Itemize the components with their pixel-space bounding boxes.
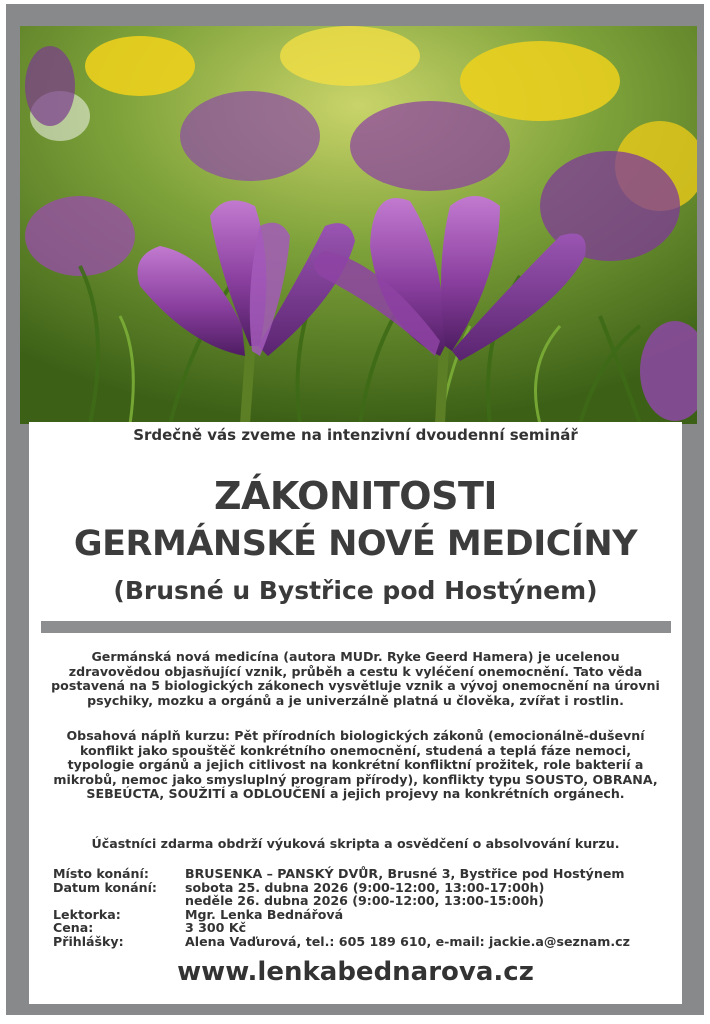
event-details xyxy=(53,867,673,949)
place-label: Místo konání: xyxy=(53,866,149,881)
course-content-paragraph: Obsahová náplň kurzu: Pět přírodních biologických zákonů (emocionálně-duševní konflikt jako spouštěč konkrétního onemocnění, studená a teplá fáze nemoci, typologie orgánů a jejich citlivost na konkrétní konfliktní prožitek, role bakterií a mikrobů, nemoc jako smysluplný program přírody), konflikty typu SOUSTO, OBRANA, SEBEÚCTA, SOUŽITÍ a ODLOUČENÍ a jejich projevy na konkrétních orgánech. xyxy=(53,728,658,802)
title-line-1: ZÁKONITOSTI xyxy=(213,474,498,518)
date-value-1: sobota 25. dubna 2026 (9:00-12:00, 13:00-17:00h) xyxy=(185,879,545,895)
title-line-2: GERMÁNSKÉ NOVÉ MEDICÍNY xyxy=(73,524,638,564)
place-row xyxy=(53,867,673,881)
price-label: Cena: xyxy=(53,920,94,936)
date-row-1 xyxy=(53,881,673,895)
intro-paragraph: Germánská nová medicína (autora MUDr. Ryke Geerd Hamera) je ucelenou zdravovědou objasňující vznik, průběh a cestu k vyléčení onemocnění. Tato věda postavená na 5 biologických zákonech vysvětluje vznik a vývoj onemocnění na úrovni psychiky, mozku a orgánů a je univerzálně platná u člověka, zvířat i rostlin. xyxy=(51,649,660,708)
website-link[interactable]: www.lenkabednarova.cz xyxy=(177,957,534,987)
price-value: 3 300 Kč xyxy=(185,920,247,936)
date-label: Datum konání: xyxy=(53,879,157,895)
participants-note: Účastníci zdarma obdrží výuková skripta a osvědčení o absolvování kurzu. xyxy=(91,836,620,851)
crocus-illustration xyxy=(20,26,697,424)
date-value-2: neděle 26. dubna 2026 (9:00-12:00, 13:00-15:00h) xyxy=(185,893,544,909)
info-panel xyxy=(29,422,682,1004)
invitation-text: Srdečně vás zveme na intenzivní dvoudenní seminář xyxy=(133,426,578,444)
signup-label: Přihlášky: xyxy=(53,933,124,949)
signup-value: Alena Vaďurová, tel.: 605 189 610, e-mail: jackie.a@seznam.cz xyxy=(185,933,630,949)
date-label-spacer xyxy=(53,894,185,908)
lecturer-value: Mgr. Lenka Bednářová xyxy=(185,906,344,922)
lecturer-row xyxy=(53,908,673,922)
price-row xyxy=(53,921,673,935)
lecturer-label: Lektorka: xyxy=(53,906,121,922)
gray-divider xyxy=(41,621,671,633)
location-subtitle: (Brusné u Bystřice pod Hostýnem) xyxy=(113,576,598,605)
signup-row xyxy=(53,935,673,949)
place-value: BRUSENKA – PANSKÝ DVŮR, Brusné 3, Bystřice pod Hostýnem xyxy=(185,866,625,881)
date-row-2 xyxy=(53,894,673,908)
crocus-photo xyxy=(20,26,697,424)
